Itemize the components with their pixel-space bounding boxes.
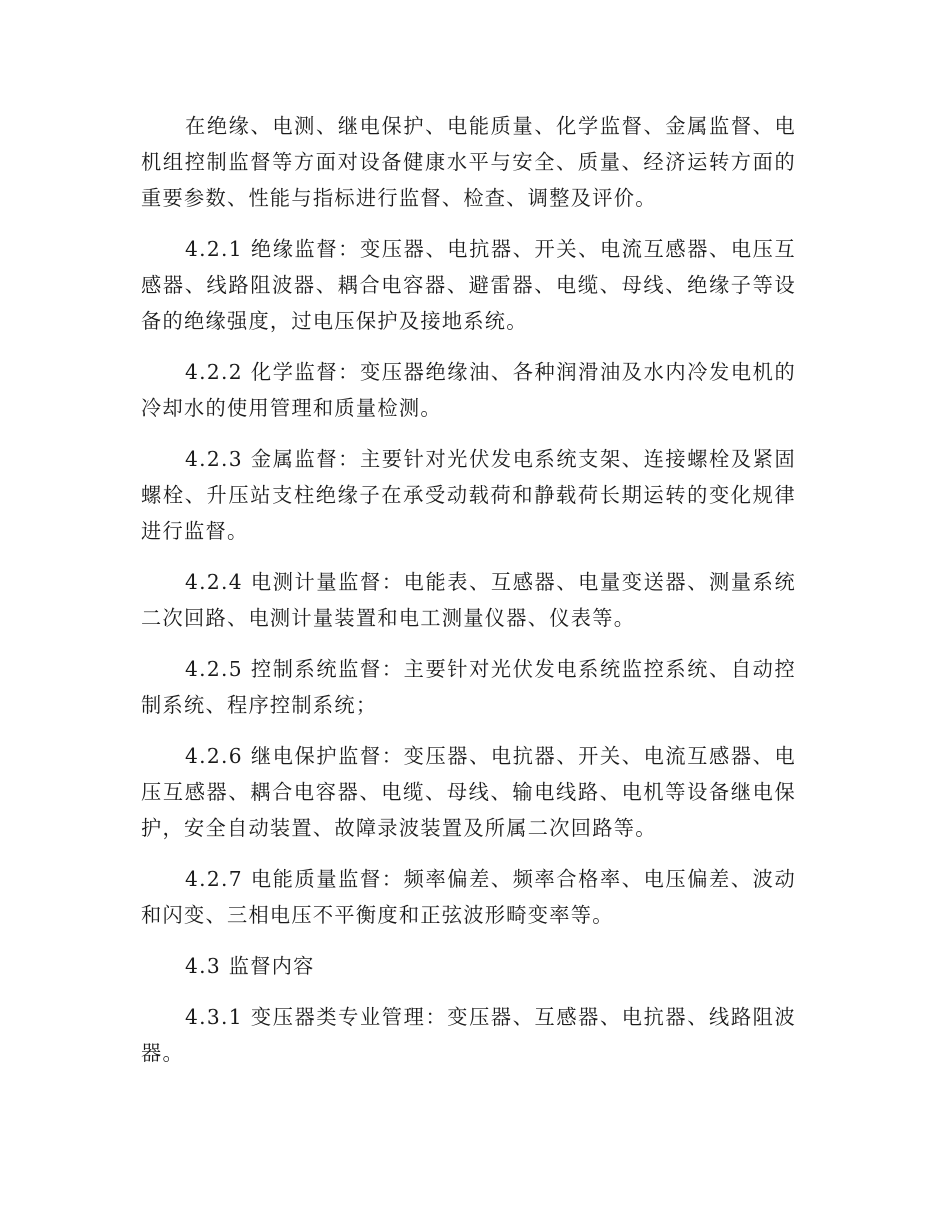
paragraph-4-2-4-metering: 4.2.4 电测计量监督：电能表、互感器、电量变送器、测量系统二次回路、电测计量装置和电工测量仪器、仪表等。 xyxy=(141,570,796,630)
paragraph-4-2-5-control: 4.2.5 控制系统监督：主要针对光伏发电系统监控系统、自动控制系统、程序控制系统； xyxy=(141,657,796,717)
paragraph-4-2-7-power-quality: 4.2.7 电能质量监督：频率偏差、频率合格率、电压偏差、波动和闪变、三相电压不平衡度和正弦波形畸变率等。 xyxy=(141,867,796,927)
paragraph-supervision-scope: 在绝缘、电测、继电保护、电能质量、化学监督、金属监督、电机组控制监督等方面对设备健康水平与安全、质量、经济运转方面的重要参数、性能与指标进行监督、检查、调整及评价。 xyxy=(141,114,796,210)
section-heading-4-3: 4.3 监督内容 xyxy=(185,954,315,978)
paragraph-4-2-3-metal: 4.2.3 金属监督：主要针对光伏发电系统支架、连接螺栓及紧固螺栓、升压站支柱绝缘子在承受动载荷和静载荷长期运转的变化规律进行监督。 xyxy=(141,447,796,543)
paragraph-4-3-1-transformer: 4.3.1 变压器类专业管理：变压器、互感器、电抗器、线路阻波器。 xyxy=(141,1005,796,1065)
paragraph-4-2-6-relay: 4.2.6 继电保护监督：变压器、电抗器、开关、电流互感器、电压互感器、耦合电容器、电缆、母线、输电线路、电机等设备继电保护，安全自动装置、故障录波装置及所属二次回路等。 xyxy=(141,744,796,840)
paragraph-4-2-2-chemical: 4.2.2 化学监督：变压器绝缘油、各种润滑油及水内冷发电机的冷却水的使用管理和质量检测。 xyxy=(141,360,796,420)
paragraph-4-2-1-insulation: 4.2.1 绝缘监督：变压器、电抗器、开关、电流互感器、电压互感器、线路阻波器、耦合电容器、避雷器、电缆、母线、绝缘子等设备的绝缘强度，过电压保护及接地系统。 xyxy=(141,237,796,333)
document-page xyxy=(141,108,796,1086)
